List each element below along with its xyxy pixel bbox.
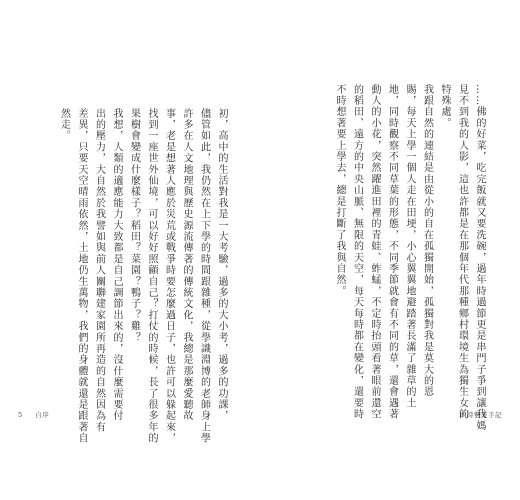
right-page [260, 0, 520, 500]
body-line: 事，老是想著人應於災荒或戰爭時要怎麼過日子，也許可以躲起來， [163, 108, 175, 444]
body-line: 動人的小花，突然躍進田裡的青蛙、蚱蜢，不定時抬頭看著眼前還空 [369, 84, 380, 420]
body-line: 初，高中的生活對我是一大考驗，過多的大小考，過多的功課， [216, 108, 227, 422]
body-line: 的稻田、遠方的中央山脈、無限的天空，每天每時都在變化，還要時 [351, 84, 363, 420]
right-page-footer [460, 410, 502, 419]
body-line: 特殊處。 [439, 84, 450, 129]
running-head-right: 四時藝業手記 [460, 411, 502, 419]
running-head-left: 自序 [35, 411, 50, 419]
body-line: ……佛的好菜，吃完飯就又要洗碗，過年時過節更是串門子爭到讓我媽 [474, 84, 485, 432]
body-line: 找到一座世外仙境，可以好好照顧自己？打仗的時候，長了很多年的 [146, 108, 157, 444]
body-line: 我跟自然的連結是由從小的自在孤獨開始，孤獨對我是莫大的恩 [421, 84, 433, 398]
body-line: 差異，只要天空晴雨依然，土地仍生萬物，我們的身體就還是跟著自 [76, 108, 87, 444]
body-line: 我想，人類的適應能力大致都是自己調節出來的，沒什麼需要付 [111, 108, 122, 422]
left-page-body-text [55, 108, 230, 444]
body-line: 儘管如此，我仍然在上下學的時間跟雜種，從學識淵博的老師身上學 [198, 108, 210, 444]
body-line: 果樹會變成什麼樣子？稻田？菜園？鴨子？雞？ [128, 108, 140, 344]
body-line: 出的壓力，大自然於我譬如與前人關聯建家園所再造的自然因為有 [93, 108, 105, 433]
body-line: 許多在人文地理與歷史源流傳著的傳統文化，我總是那麼愛聽故 [181, 108, 192, 422]
body-line: 不時想著要上學去，總是打斷了我與自然。 [334, 84, 345, 297]
body-line: 地，同時觀察不同草葉的形態，不同季節就會有不同的草，還會遇著 [386, 84, 398, 420]
body-line: 然走。 [58, 108, 70, 142]
body-line: 見不到我的人影，這也許都是在那個年代那種鄉村環境生為獨生女的 [456, 84, 468, 420]
body-line: 賜，每天上學一個人走在田埂，小心翼翼地避踏著長滿了雜草的土 [404, 84, 415, 409]
left-page-footer [18, 410, 49, 419]
page-number: 5 [18, 411, 23, 419]
